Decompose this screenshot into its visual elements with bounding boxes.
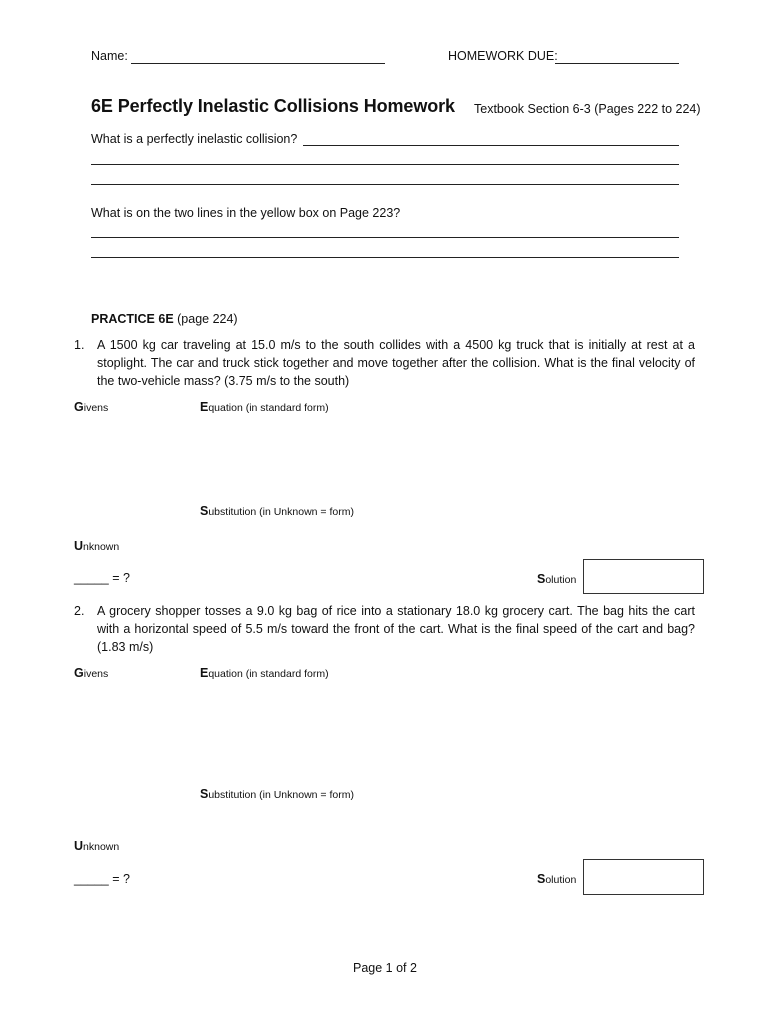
problem-text: A 1500 kg car traveling at 15.0 m/s to the south collides with a 4500 kg truck that is initially at rest at a stoplight. The car and truck stick together and move together after the collision. What is the final velocity of the two-vehicle mass? (3.75 m/s to the south) [97,338,695,388]
unknown-label [74,839,119,853]
equation-rest: quation (in standard form) [208,668,329,680]
due-label: HOMEWORK DUE: [448,49,558,63]
equation-label [200,400,329,414]
page-number: Page 1 of 2 [353,961,417,975]
equation-cap: E [200,400,209,414]
practice-heading-page: (page 224) [173,312,238,326]
solution-label [537,872,576,886]
substitution-rest: ubstitution (in Unknown = form) [208,506,354,518]
solution-box[interactable] [583,559,704,594]
unknown-cap: U [74,539,84,553]
equation-rest: quation (in standard form) [208,402,329,414]
intro-question-2: What is on the two lines in the yellow box on Page 223? [91,206,401,220]
problem-text: A grocery shopper tosses a 9.0 kg bag of rice into a stationary 18.0 kg grocery cart. The bag hits the cart with a horizontal speed of 5.5 m/s toward the front of the cart. What is the final speed of the cart and bag? (1.83 m/s) [97,604,695,654]
answer-line[interactable] [91,184,679,185]
textbook-reference: Textbook Section 6-3 (Pages 222 to 224) [474,102,701,116]
solution-cap: S [537,572,546,586]
page-title: 6E Perfectly Inelastic Collisions Homework [91,96,455,116]
answer-line[interactable] [91,257,679,258]
intro-question-1: What is a perfectly inelastic collision? [91,132,298,146]
answer-line[interactable] [303,145,679,146]
solution-label [537,572,576,586]
name-field[interactable] [131,63,385,64]
practice-heading-bold: PRACTICE 6E [91,312,174,326]
substitution-cap: S [200,504,209,518]
givens-label [74,400,108,414]
solution-cap: S [537,872,546,886]
substitution-label [200,504,354,518]
substitution-rest: ubstitution (in Unknown = form) [208,789,354,801]
substitution-label [200,787,354,801]
problem-number: 2. [74,604,85,618]
givens-cap: G [74,666,84,680]
equation-cap: E [200,666,209,680]
substitution-cap: S [200,787,209,801]
due-field[interactable] [555,63,679,64]
unknown-rest: nknown [83,541,120,553]
solution-box[interactable] [583,859,704,895]
givens-cap: G [74,400,84,414]
answer-line[interactable] [91,237,679,238]
practice-heading [91,312,238,326]
givens-rest: ivens [83,668,109,680]
equation-label [200,666,329,680]
solution-rest: olution [545,574,577,586]
unknown-blank: _____ = ? [74,872,130,886]
solution-rest: olution [545,874,577,886]
unknown-rest: nknown [83,841,120,853]
answer-line[interactable] [91,164,679,165]
givens-label [74,666,108,680]
unknown-blank: _____ = ? [74,571,130,585]
name-label: Name: [91,49,128,63]
problem-number: 1. [74,338,85,352]
unknown-cap: U [74,839,84,853]
unknown-label [74,539,119,553]
givens-rest: ivens [83,402,109,414]
